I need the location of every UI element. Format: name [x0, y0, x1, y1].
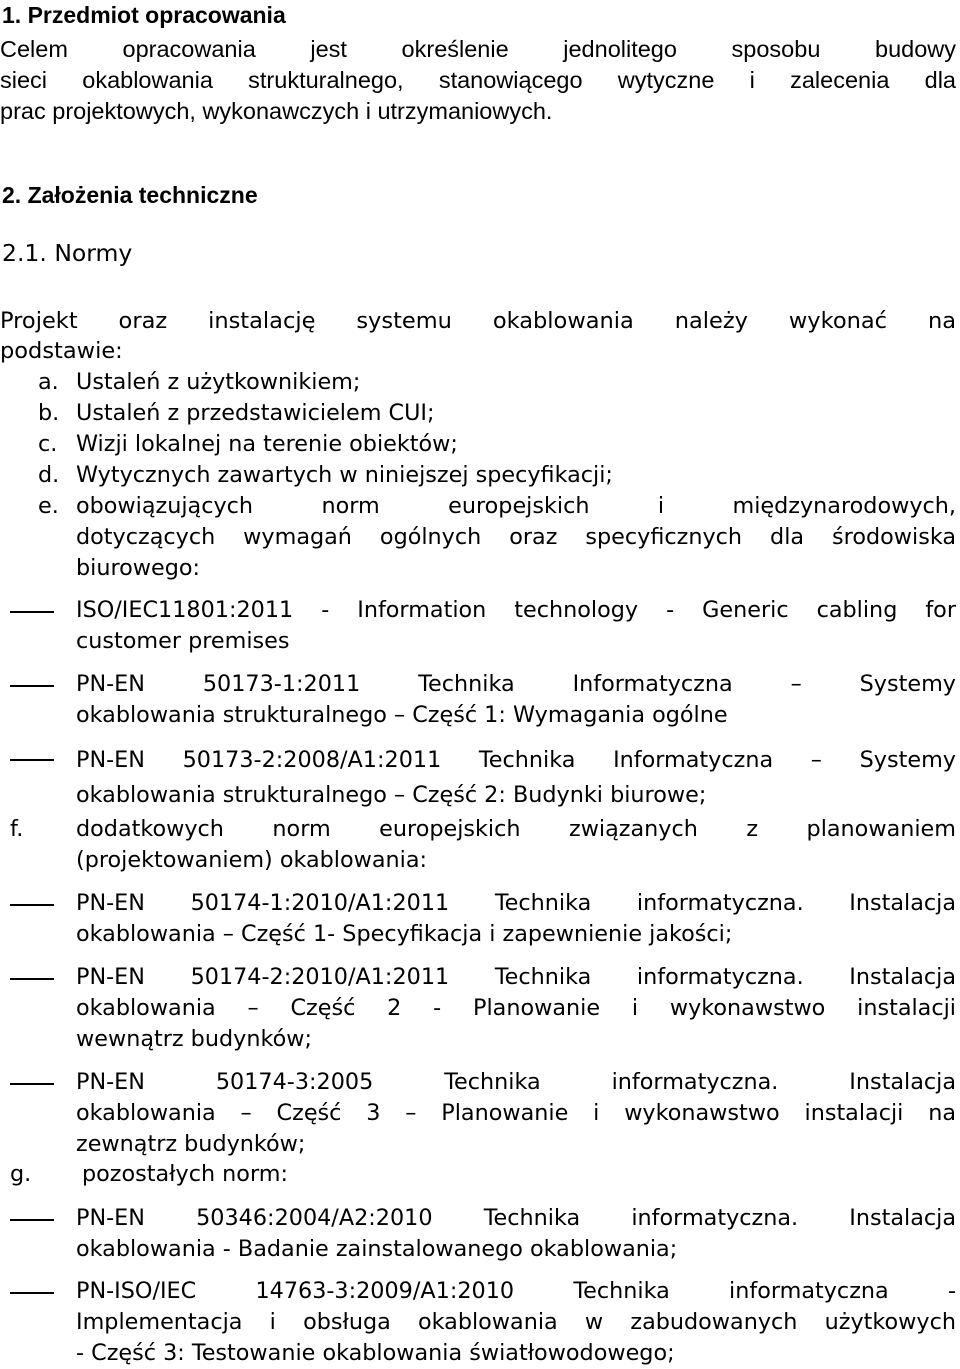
text-line: okablowania strukturalnego – Część 1: Wymagania ogólne	[76, 702, 728, 728]
text-line: obowiązujących norm europejskich i międzynarodowych,	[76, 493, 956, 519]
list-marker: d.	[38, 462, 60, 488]
paragraph-line: prac projektowych, wykonawczych i utrzymaniowych.	[0, 98, 553, 124]
text-line: customer premises	[76, 628, 290, 654]
dash-bullet-icon	[10, 1292, 54, 1294]
list-item-d	[0, 460, 960, 491]
text-line: okablowania – Część 3 – Planowanie i wykonawstwo instalacji na	[76, 1100, 956, 1126]
list-item-b	[0, 398, 960, 429]
norm-item	[76, 669, 956, 731]
text-line: okablowania strukturalnego – Część 2: Budynki biurowe;	[76, 782, 707, 808]
dash-bullet-icon	[10, 685, 54, 687]
list-item-text	[76, 491, 956, 584]
section-1-paragraph	[0, 34, 956, 127]
paragraph-line: sieci okablowania strukturalnego, stanowiącego wytyczne i zalecenia dla	[0, 67, 956, 93]
text-line: PN-EN 50174-3:2005 Technika informatyczna. Instalacja	[76, 1069, 956, 1095]
list-marker: g.	[10, 1161, 32, 1187]
text-line: okablowania - Badanie zainstalowanego okablowania;	[76, 1236, 678, 1262]
text-line: Implementacja i obsługa okablowania w zabudowanych użytkowych	[76, 1309, 956, 1335]
list-marker: e.	[38, 493, 59, 519]
text-line: dotyczących wymagań ogólnych oraz specyficznych dla środowiska	[76, 524, 956, 550]
list-item-a	[0, 367, 960, 398]
text-line: (projektowaniem) okablowania:	[76, 847, 428, 873]
list-marker: c.	[38, 431, 58, 457]
text-line: biurowego:	[76, 555, 201, 581]
intro-paragraph	[0, 306, 956, 366]
text-line: zewnątrz budynków;	[76, 1131, 306, 1157]
text-line: PN-EN 50173-1:2011 Technika Informatyczna – Systemy	[76, 671, 956, 697]
text-line: PN-EN 50174-1:2010/A1:2011 Technika informatyczna. Instalacja	[76, 890, 956, 916]
subsection-heading-2-1: 2.1. Normy	[2, 239, 133, 267]
text-line: ISO/IEC11801:2011 - Information technology - Generic cabling for	[76, 597, 956, 623]
dash-bullet-icon	[10, 611, 54, 613]
text-line: PN-EN 50174-2:2010/A1:2011 Technika informatyczna. Instalacja	[76, 964, 956, 990]
text-line: PN-EN 50173-2:2008/A1:2011 Technika Informatyczna – Systemy	[76, 747, 956, 773]
dash-bullet-icon	[10, 1083, 54, 1085]
list-item-text: Wizji lokalnej na terenie obiektów;	[76, 431, 458, 457]
list-item-g	[0, 1159, 960, 1190]
text-line: PN-ISO/IEC 14763-3:2009/A1:2010 Technika informatyczna -	[76, 1278, 956, 1304]
dash-bullet-icon	[10, 978, 54, 980]
text-line: - Część 3: Testowanie okablowania światłowodowego;	[76, 1340, 675, 1366]
list-item-c	[0, 429, 960, 460]
list-marker: f.	[10, 816, 24, 842]
norm-item	[76, 962, 956, 1055]
list-item-text: Ustaleń z użytkownikiem;	[76, 369, 361, 395]
dash-bullet-icon	[10, 1219, 54, 1221]
list-item-f	[0, 814, 960, 876]
list-marker: b.	[38, 400, 60, 426]
list-item-text	[76, 814, 956, 876]
text-line: okablowania – Część 1- Specyfikacja i zapewnienie jakości;	[76, 921, 733, 947]
text-line: PN-EN 50346:2004/A2:2010 Technika informatyczna. Instalacja	[76, 1205, 956, 1231]
paragraph-line: Celem opracowania jest określenie jednolitego sposobu budowy	[0, 36, 956, 62]
norm-item	[76, 743, 956, 813]
paragraph-line: podstawie:	[0, 338, 123, 364]
norm-item	[76, 1203, 956, 1265]
norm-item	[76, 1276, 956, 1369]
text-line: dodatkowych norm europejskich związanych z planowaniem	[76, 816, 956, 842]
list-marker: a.	[38, 369, 59, 395]
list-item-text: Wytycznych zawartych w niniejszej specyfikacji;	[76, 462, 613, 488]
text-line: wewnątrz budynków;	[76, 1026, 312, 1052]
list-item-text: pozostałych norm:	[82, 1161, 288, 1187]
section-heading-2: 2. Założenia techniczne	[2, 182, 258, 208]
list-item-e	[0, 491, 960, 584]
norm-item	[76, 888, 956, 950]
dash-bullet-icon	[10, 759, 54, 761]
text-line: okablowania – Część 2 - Planowanie i wykonawstwo instalacji	[76, 995, 956, 1021]
paragraph-line: Projekt oraz instalację systemu okablowania należy wykonać na	[0, 308, 956, 334]
norm-item	[76, 1067, 956, 1160]
section-heading-1: 1. Przedmiot opracowania	[2, 2, 286, 28]
norm-item	[76, 595, 956, 657]
dash-bullet-icon	[10, 904, 54, 906]
list-item-text: Ustaleń z przedstawicielem CUI;	[76, 400, 435, 426]
